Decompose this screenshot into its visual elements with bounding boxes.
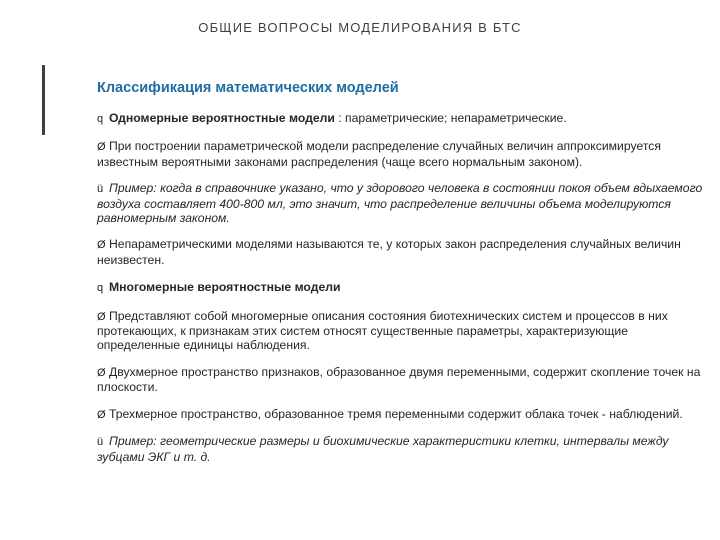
item-text: При построении параметрической модели распределение случайных величин аппроксимируется известным вероятными законами распределения (чаще всего нормальным законом).: [97, 139, 661, 169]
square-bullet-icon: q: [97, 113, 104, 125]
item-text: : параметрические; непараметрические.: [334, 111, 567, 125]
item-text: Трехмерное пространство, образованное тремя переменными содержит облака точек - наблюдений.: [109, 406, 683, 421]
arrow-bullet-icon: Ø: [97, 239, 106, 252]
section-subtitle: Классификация математических моделей: [97, 80, 399, 96]
item-text: Представляют собой многомерные описания состояния биотехнических систем и процессов в них протекающих, к признакам этих систем относят существенные параметры, характеризующие определенные единицы наблюдения.: [97, 308, 668, 353]
check-bullet-icon: ü: [97, 183, 104, 196]
list-item: [97, 365, 709, 395]
list-item: [97, 181, 709, 225]
list-item: [97, 280, 709, 295]
square-bullet-icon: q: [97, 282, 104, 295]
content-body: [97, 111, 709, 470]
accent-bar: [42, 65, 45, 135]
arrow-bullet-icon: Ø: [97, 366, 106, 379]
list-item: [97, 407, 709, 422]
list-item: [97, 309, 709, 353]
example-text: Пример: геометрические размеры и биохимические характеристики клетки, интервалы между зубцами ЭКГ и т. д.: [97, 434, 669, 464]
arrow-bullet-icon: Ø: [97, 310, 106, 323]
list-item: [97, 111, 709, 126]
check-bullet-icon: ü: [97, 436, 104, 449]
item-text: Непараметрическими моделями называются те, у которых закон распределения случайных величин неизвестен.: [97, 237, 681, 267]
item-text: Двухмерное пространство признаков, образованное двумя переменными, содержит скопление точек на плоскости.: [97, 364, 701, 395]
arrow-bullet-icon: Ø: [97, 141, 106, 154]
item-heading: Многомерные вероятностные модели: [109, 280, 341, 295]
arrow-bullet-icon: Ø: [97, 408, 106, 421]
item-heading: Одномерные вероятностные модели: [109, 111, 335, 125]
example-text: Пример: когда в справочнике указано, что у здорового человека в состоянии покоя объем вдыхаемого воздуха составляет 400-800 мл, это значит, что распределение величины объема моделируются равномерным законом.: [97, 181, 703, 226]
list-item: [97, 237, 709, 267]
slide-title: ОБЩИЕ ВОПРОСЫ МОДЕЛИРОВАНИЯ В БТС: [198, 20, 522, 35]
list-item: [97, 139, 709, 169]
list-item: [97, 434, 709, 464]
